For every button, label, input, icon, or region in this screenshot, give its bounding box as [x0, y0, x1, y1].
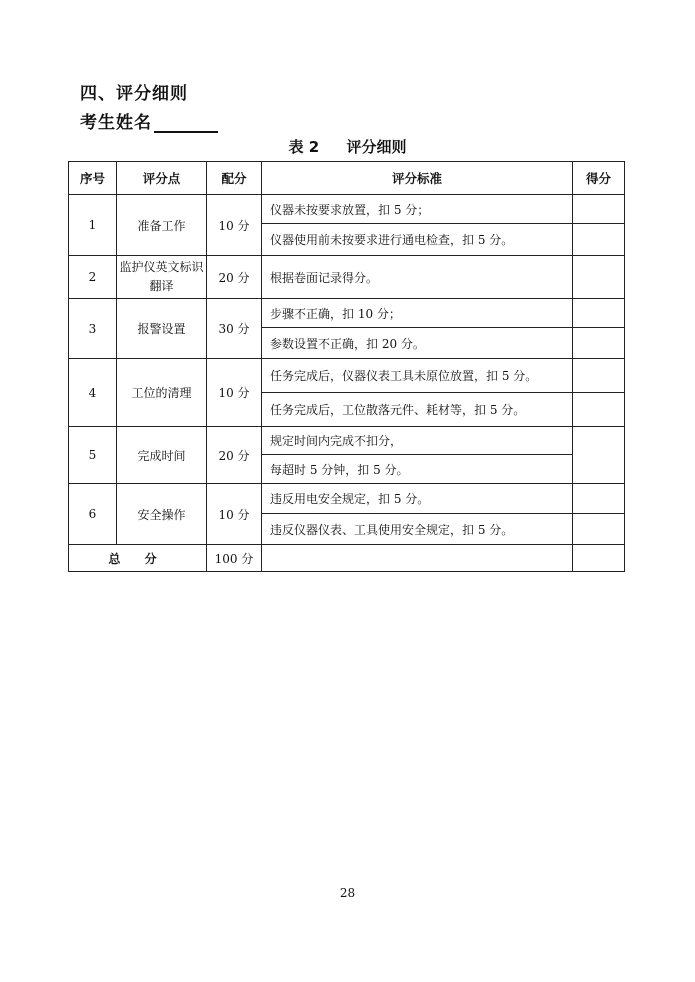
total-points: 100 分 [207, 545, 262, 572]
table-row [69, 427, 625, 455]
row-no: 1 [69, 195, 117, 256]
score-cell[interactable] [573, 427, 625, 484]
row-points: 10 分 [207, 195, 262, 256]
row-criteria: 违反仪器仪表、工具使用安全规定，扣 5 分。 [262, 514, 573, 545]
total-score-cell[interactable] [573, 545, 625, 572]
row-no: 4 [69, 359, 117, 427]
row-points: 10 分 [207, 359, 262, 427]
table-row [69, 299, 625, 328]
row-no: 2 [69, 256, 117, 299]
row-points: 30 分 [207, 299, 262, 359]
row-point: 准备工作 [117, 195, 207, 256]
score-cell[interactable] [573, 299, 625, 328]
table-caption-number: 表 2 [288, 138, 320, 156]
header-criteria: 评分标准 [262, 162, 573, 195]
header-no: 序号 [69, 162, 117, 195]
total-row [69, 545, 625, 572]
row-points: 20 分 [207, 427, 262, 484]
header-point: 评分点 [117, 162, 207, 195]
candidate-name-blank [154, 113, 218, 133]
row-point: 监护仪英文标识翻译 [117, 256, 207, 299]
score-cell[interactable] [573, 328, 625, 359]
candidate-name-line [80, 108, 218, 133]
row-criteria: 仪器使用前未按要求进行通电检查，扣 5 分。 [262, 224, 573, 256]
table-header-row [69, 162, 625, 195]
table-row [69, 484, 625, 514]
score-cell[interactable] [573, 224, 625, 256]
header-points: 配分 [207, 162, 262, 195]
row-criteria: 任务完成后，仪器仪表工具未原位放置，扣 5 分。 [262, 359, 573, 393]
row-point: 工位的清理 [117, 359, 207, 427]
row-criteria: 每超时 5 分钟，扣 5 分。 [262, 455, 573, 484]
row-no: 3 [69, 299, 117, 359]
table-row [69, 195, 625, 224]
table-caption-title: 评分细则 [346, 138, 407, 156]
row-point: 报警设置 [117, 299, 207, 359]
total-criteria-cell [262, 545, 573, 572]
candidate-name-label: 考生姓名 [80, 113, 152, 133]
row-criteria: 违反用电安全规定，扣 5 分。 [262, 484, 573, 514]
score-cell[interactable] [573, 514, 625, 545]
table-caption [0, 136, 695, 157]
header-score: 得分 [573, 162, 625, 195]
row-criteria: 规定时间内完成不扣分， [262, 427, 573, 455]
row-criteria: 仪器未按要求放置，扣 5 分； [262, 195, 573, 224]
total-label: 总 分 [69, 545, 207, 572]
table-row [69, 359, 625, 393]
row-criteria: 根据卷面记录得分。 [262, 256, 573, 299]
score-cell[interactable] [573, 256, 625, 299]
score-cell[interactable] [573, 484, 625, 514]
row-points: 10 分 [207, 484, 262, 545]
score-cell[interactable] [573, 393, 625, 427]
section-heading: 四、评分细则 [80, 84, 188, 104]
row-criteria: 步骤不正确，扣 10 分； [262, 299, 573, 328]
score-cell[interactable] [573, 359, 625, 393]
table-row [69, 256, 625, 299]
page-number: 28 [339, 886, 356, 900]
row-point: 完成时间 [117, 427, 207, 484]
row-points: 20 分 [207, 256, 262, 299]
scoring-table [68, 161, 625, 572]
row-point: 安全操作 [117, 484, 207, 545]
row-criteria: 参数设置不正确，扣 20 分。 [262, 328, 573, 359]
row-no: 6 [69, 484, 117, 545]
row-no: 5 [69, 427, 117, 484]
score-cell[interactable] [573, 195, 625, 224]
row-criteria: 任务完成后，工位散落元件、耗材等，扣 5 分。 [262, 393, 573, 427]
